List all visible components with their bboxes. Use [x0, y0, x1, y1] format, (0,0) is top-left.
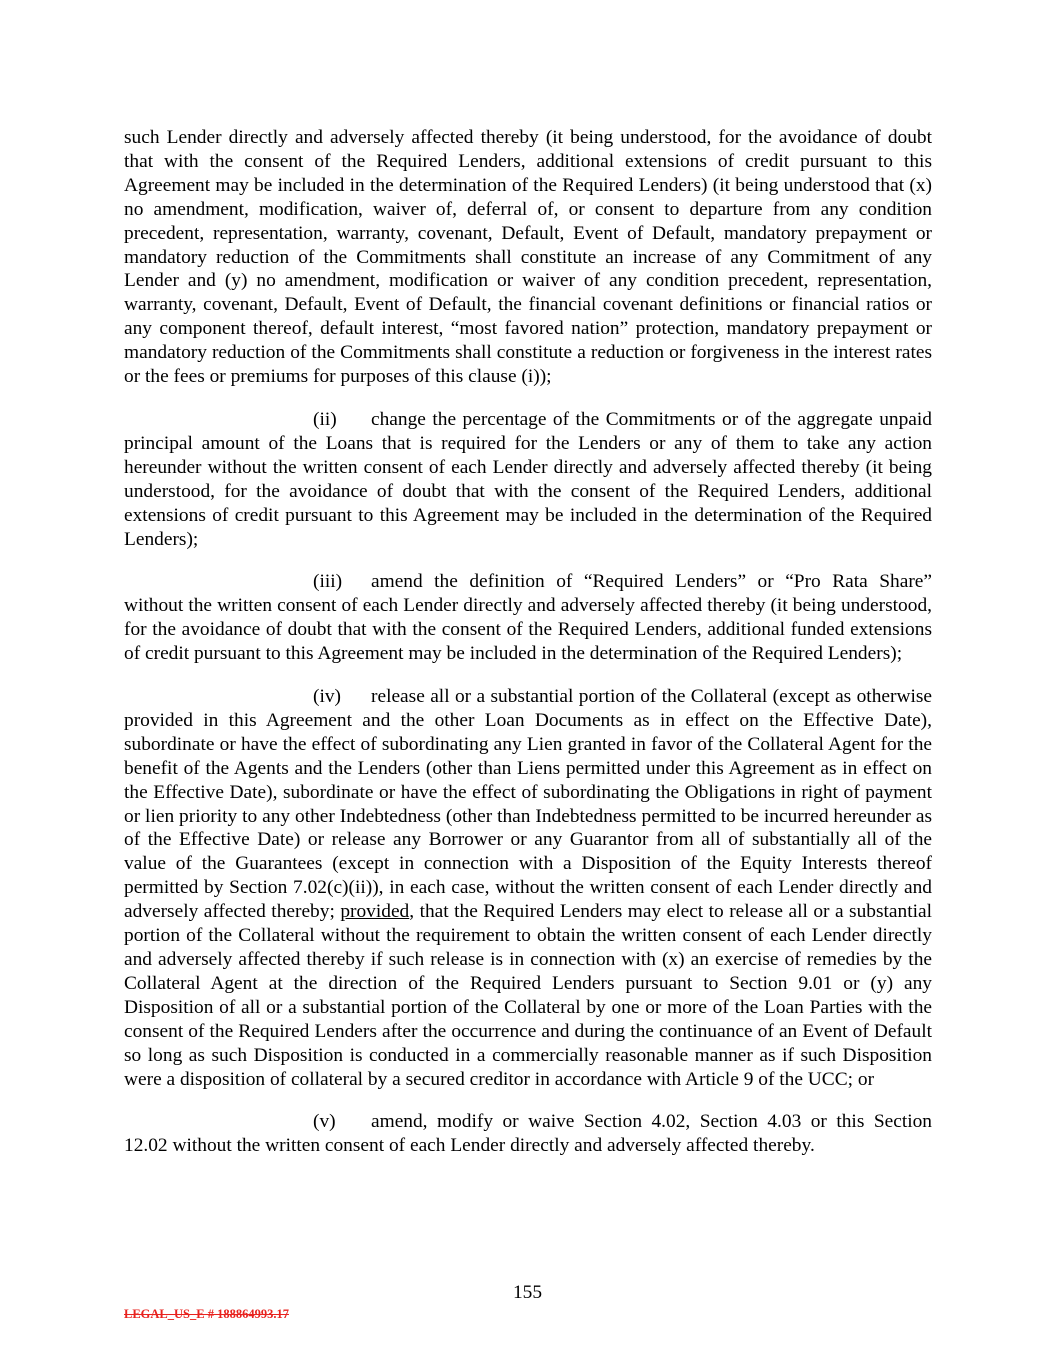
clause-iii — [124, 570, 932, 666]
page-number: 155 — [512, 1282, 543, 1303]
clause-v — [124, 1110, 932, 1158]
document-body — [124, 126, 932, 1177]
clause-text-after: , that the Required Lenders may elect to release all or a substantial portion of the Collateral without the requirement to obtain the written consent of each Lender directly and adversely affected thereby if such release is in connection with (x) an exercise of remedies by the Collateral Agent at the direction of the Required Lenders pursuant to Section 9.01 or (y) any Disposition of all or a substantial portion of the Collateral by one or more of the Loan Parties with the consent of the Required Lenders after the occurrence and during the continuance of an Event of Default so long as such Disposition is conducted in a commercially reasonable manner as if such Disposition were a disposition of collateral by a secured creditor in accordance with Article 9 of the UCC; or — [124, 901, 932, 1090]
footer-document-id: LEGAL_US_E # 188864993.17 — [124, 1307, 289, 1321]
clause-text: change the percentage of the Commitments or of the aggregate unpaid principal amount of the Loans that is required for the Lenders or any of them to take any action hereunder without the written consent of each Lender directly and adversely affected thereby (it being understood, for the avoidance of doubt that with the consent of the Required Lenders, additional extensions of credit pursuant to this Agreement may be included in the determination of the Required Lenders); — [124, 408, 932, 550]
clause-ii — [124, 408, 932, 551]
clause-number: (iii) — [313, 571, 343, 593]
clause-text: amend the definition of “Required Lenders” or “Pro Rata Share” without the written consent of each Lender directly and adversely affected thereby (it being understood, for the avoidance of doubt that with the consent of the Required Lenders, additional funded extensions of credit pursuant to this Agreement may be included in the determination of the Required Lenders); — [124, 571, 932, 665]
clause-number: (v) — [313, 1111, 336, 1133]
provided-term: provided — [340, 901, 410, 923]
clause-text-before: release all or a substantial portion of the Collateral (except as otherwise provided in this Agreement and the other Loan Documents as in effect on the Effective Date), subordinate or have the effect of subordinating any Lien granted in favor of the Collateral Agent for the benefit of the Agents and the Lenders (other than Liens permitted under this Agreement as in effect on the Effective Date), subordinate or have the effect of subordinating the Obligations in right of payment or lien priority to any other Indebtedness (other than Indebtedness permitted to be incurred hereunder as of the Effective Date) or release any Borrower or any Guarantor from all of substantially all of the value of the Guarantees (except in connection with a Disposition of the Equity Interests thereof permitted by Section 7.02(c)(ii)), in each case, without the written consent of each Lender directly and adversely affected thereby; — [124, 686, 932, 923]
clause-text: amend, modify or waive Section 4.02, Section 4.03 or this Section 12.02 without the written consent of each Lender directly and adversely affected thereby. — [124, 1111, 932, 1157]
paragraph-continuation: such Lender directly and adversely affected thereby (it being understood, for the avoidance of doubt that with the consent of the Required Lenders, additional extensions of credit pursuant to this Agreement may be included in the determination of the Required Lenders) (it being understood that (x) no amendment, modification, waiver of, deferral of, or consent to departure from any condition precedent, representation, warranty, covenant, Default, Event of Default, mandatory prepayment or mandatory reduction of the Commitments shall constitute an increase of any Commitment of any Lender and (y) no amendment, modification or waiver of any condition precedent, representation, warranty, covenant, Default, Event of Default, the financial covenant definitions or financial ratios or any component thereof, default interest, “most favored nation” protection, mandatory prepayment or mandatory reduction of the Commitments shall constitute a reduction or forgiveness in the interest rates or the fees or premiums for purposes of this clause (i)); — [124, 127, 932, 388]
clause-number: (ii) — [313, 408, 337, 430]
clause-iv — [124, 685, 932, 1091]
clause-number: (iv) — [313, 686, 341, 708]
